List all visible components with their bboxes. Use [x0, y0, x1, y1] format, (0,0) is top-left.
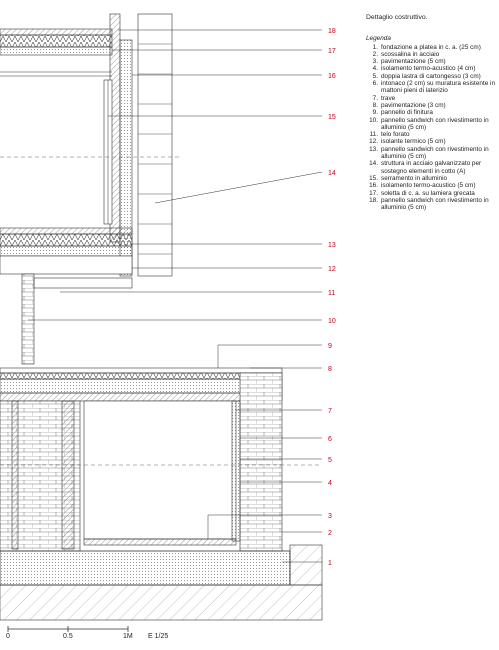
roof-beam-band — [0, 393, 282, 401]
callout-15: 15 — [328, 114, 336, 121]
legend-item-text: trave — [381, 94, 396, 102]
roof-slab-lower — [0, 379, 282, 393]
roof-insulation-lower — [0, 373, 282, 379]
legend-item-text: telo forato — [381, 131, 410, 139]
roof-sandwich-panel — [0, 29, 112, 35]
plasterboard-right — [232, 401, 240, 541]
roof-finish-panel — [0, 368, 282, 373]
legend-item — [366, 73, 496, 80]
ground-soil-right — [290, 545, 322, 585]
legend-item — [366, 65, 496, 72]
legend-item — [366, 51, 496, 58]
callouts — [328, 28, 336, 567]
callout-13: 13 — [328, 242, 336, 249]
legend-item-text: serramento in alluminio — [381, 174, 448, 182]
legend-item-number: 16. — [369, 182, 378, 190]
floor-pavement — [84, 539, 236, 545]
legend-item — [366, 175, 496, 182]
legend-item-text: soletta di c. a. su lamiera grecata — [381, 189, 475, 197]
callout-3: 3 — [328, 513, 332, 520]
legend-item-text: pavimentazione (3 cm) — [381, 101, 446, 109]
roof-insulation — [0, 47, 112, 55]
underside-panel — [0, 256, 132, 274]
callout-14: 14 — [328, 170, 336, 177]
perforated-sheet — [34, 278, 132, 288]
legend-item — [366, 131, 496, 138]
legend-item-number: 12. — [369, 138, 378, 146]
legend-item-text: struttura in acciaio galvanizzato per sostegno elementi in cotto (A) — [381, 160, 482, 175]
legend-item-text: isolamento termo-acustico (5 cm) — [381, 182, 476, 190]
legend-item-text: pannello sandwich con rivestimento in alluminio (5 cm) — [381, 196, 489, 212]
floor-soletta — [0, 234, 132, 246]
steel-beam-left — [62, 401, 74, 549]
callout-8: 8 — [328, 366, 332, 373]
roof-slab — [0, 35, 112, 47]
legend-item-number: 17. — [369, 189, 378, 197]
legend-item — [366, 117, 496, 132]
legend-item-number: 11. — [369, 131, 378, 139]
ground-floor-section — [0, 368, 322, 620]
legend-item — [366, 146, 496, 161]
legend-item-text: fondazione a platea in c. a. (25 cm) — [381, 43, 481, 51]
legend-item — [366, 138, 496, 145]
legend-item-text: pannello sandwich con rivestimento in alluminio (5 cm) — [381, 116, 489, 131]
legend-item-number: 10. — [369, 116, 378, 124]
legend-item — [366, 95, 496, 102]
legend-item-number: 3. — [372, 58, 378, 66]
callout-2: 2 — [328, 530, 332, 537]
legend-item — [366, 197, 496, 212]
foundation-slab — [0, 551, 290, 585]
callout-7: 7 — [328, 408, 332, 415]
callout-6: 6 — [328, 436, 332, 443]
interior-room — [84, 401, 236, 539]
legend-item-number: 2. — [372, 50, 378, 58]
legend-item-text: intonaco (2 cm) su muratura esistente in mattoni pieni di laterizio — [381, 80, 496, 95]
callout-1: 1 — [328, 560, 332, 567]
callout-11: 11 — [328, 290, 336, 297]
steel-beam-mid — [12, 401, 18, 549]
upper-floor-section — [0, 14, 180, 364]
legend-item — [366, 102, 496, 109]
existing-brick-wall-right — [240, 373, 282, 551]
scale-bar — [6, 626, 168, 640]
legend-item-text: scossalina in acciaio — [381, 50, 440, 58]
callout-10: 10 — [328, 318, 336, 325]
legend-item — [366, 58, 496, 65]
ground-soil — [0, 585, 322, 620]
callout-4: 4 — [328, 480, 332, 487]
floor-insulation — [0, 246, 132, 256]
callout-5: 5 — [328, 457, 332, 464]
legend-item — [366, 80, 496, 95]
legend-item-text: isolante termico (5 cm) — [381, 138, 446, 146]
callout-16: 16 — [328, 73, 336, 80]
scale-label-half: 0.5 — [63, 633, 73, 640]
callout-9: 9 — [328, 343, 332, 350]
legend-item — [366, 44, 496, 51]
legend-item — [366, 182, 496, 189]
legend-item-number: 1. — [372, 43, 378, 51]
legend-list — [366, 44, 496, 212]
floor-slab-upper — [0, 228, 132, 234]
legend-item — [366, 190, 496, 197]
scale-ratio: E 1/25 — [148, 633, 169, 640]
legend-heading: Legenda — [366, 35, 391, 43]
legend-panel — [366, 14, 496, 211]
drawing-title: Dettaglio costruttivo. — [366, 14, 428, 21]
legend-item-text: pavimentazione (5 cm) — [381, 58, 446, 66]
legend-item-number: 7. — [372, 94, 378, 102]
legend-item-number: 9. — [372, 109, 378, 117]
legend-item-number: 6. — [372, 80, 378, 88]
legend-item-text: doppia lastra di cartongesso (3 cm) — [381, 72, 481, 80]
support-column — [22, 274, 34, 364]
legend-item-number: 14. — [369, 160, 378, 168]
legend-item-text: pannello sandwich con rivestimento in alluminio (5 cm) — [381, 145, 489, 161]
cotto-facade-panels — [138, 14, 172, 276]
legend-item-text: isolamento termo-acustico (4 cm) — [381, 65, 476, 73]
legend-item-text: pannello di finitura — [381, 109, 433, 117]
legend-item-number: 15. — [369, 174, 378, 182]
callout-12: 12 — [328, 266, 336, 273]
legend-item — [366, 109, 496, 116]
legend-item — [366, 160, 496, 175]
callout-17: 17 — [328, 48, 336, 55]
scale-label-1m: 1M — [123, 633, 133, 640]
legend-item-number: 5. — [372, 72, 378, 80]
legend-item-number: 18. — [369, 196, 378, 204]
legend-item-number: 8. — [372, 101, 378, 109]
legend-item-number: 4. — [372, 65, 378, 73]
legend-item-number: 13. — [369, 145, 378, 153]
callout-18: 18 — [328, 28, 336, 35]
scale-label-0: 0 — [6, 633, 10, 640]
